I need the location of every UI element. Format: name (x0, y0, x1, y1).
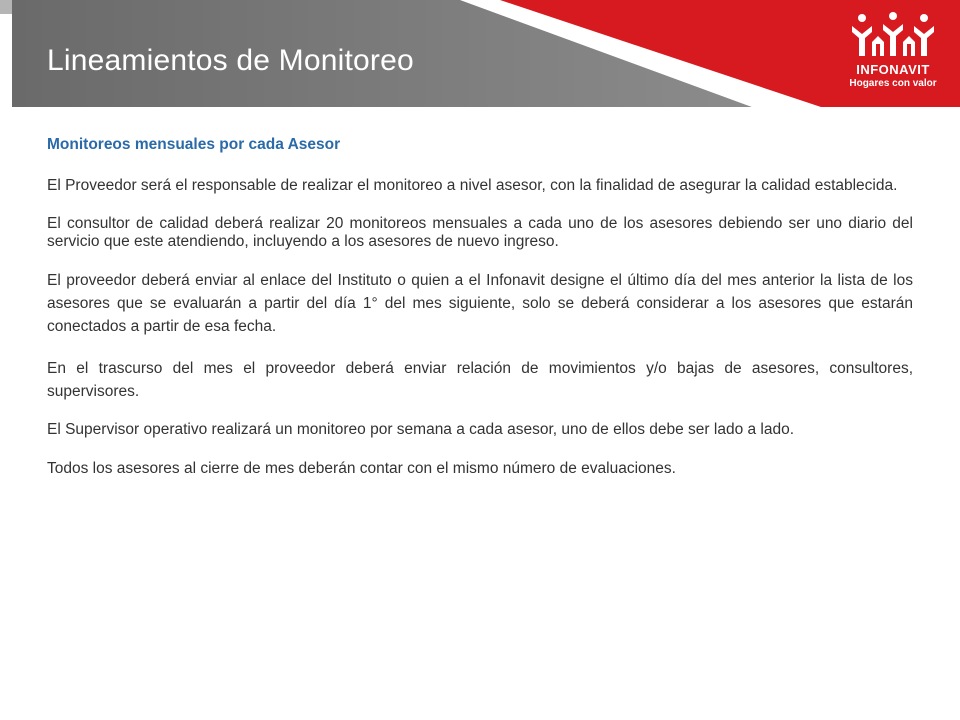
section-subtitle: Monitoreos mensuales por cada Asesor (47, 136, 341, 153)
paragraph-evaluaciones: Todos los asesores al cierre de mes deberán contar con el mismo número de evaluaciones. (47, 459, 676, 477)
infonavit-houses-logo-icon (848, 12, 938, 60)
paragraph-movimientos: En el trascurso del mes el proveedor deberá enviar relación de movimientos y/o bajas de asesores, consultores, supervisores. (47, 359, 913, 400)
paragraph-supervisor: El Supervisor operativo realizará un monitoreo por semana a cada asesor, uno de ellos debe ser lado a lado. (47, 421, 795, 439)
paragraph-consultor: El consultor de calidad deberá realizar 20 monitoreos mensuales a cada uno de los asesores debiendo ser uno diario del servicio que este atendiendo, incluyendo a los asesores de nuevo ingreso. (47, 215, 913, 251)
slide-title: Lineamientos de Monitoreo (47, 44, 414, 77)
paragraph-lista-asesores: El proveedor deberá enviar al enlace del Instituto o quien a el Infonavit designe el último día del mes anterior la lista de los asesores que se evaluarán a partir del día 1° del mes siguiente, solo se deberá considerar a los asesores que estarán conectados a partir de esa fecha. (47, 271, 913, 336)
logo-wordmark: INFONAVIT (856, 62, 930, 77)
slide-content (47, 136, 913, 498)
logo-tagline: Hogares con valor (849, 78, 937, 89)
infonavit-logo (848, 12, 944, 94)
paragraph-responsabilidad: El Proveedor será el responsable de realizar el monitoreo a nivel asesor, con la finalidad de asegurar la calidad establecida. (47, 177, 898, 194)
